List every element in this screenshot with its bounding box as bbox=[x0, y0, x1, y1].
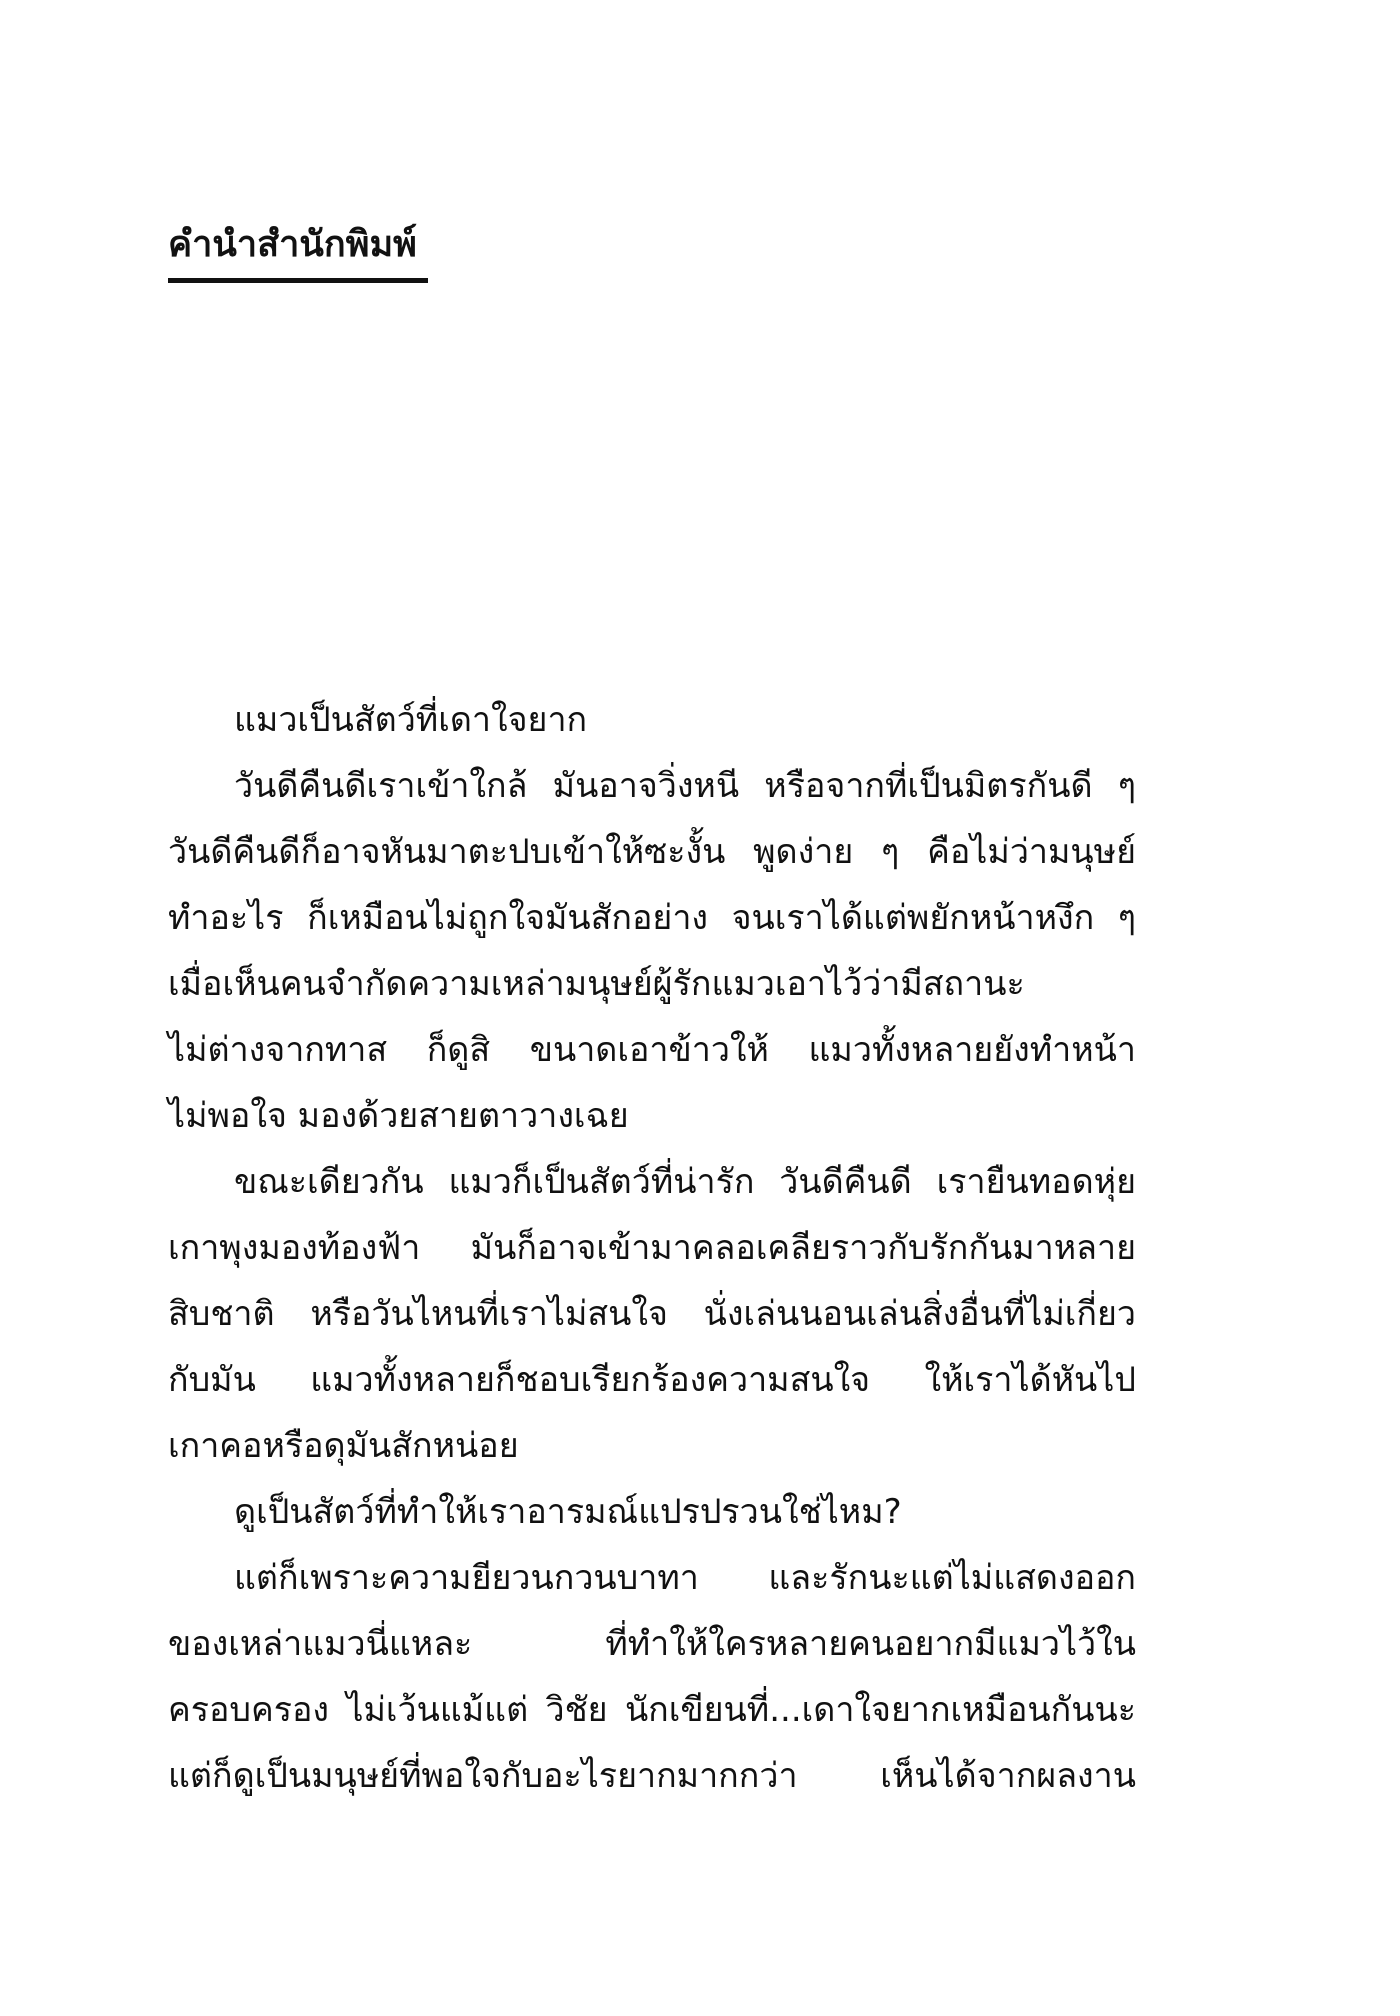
text-line: แต่ก็ดูเป็นมนุษย์ที่พอใจกับอะไรยากมากกว่า เห็นได้จากผลงาน bbox=[168, 1756, 1136, 1796]
text-line: วันดีคืนดีเราเข้าใกล้ มันอาจวิ่งหนี หรือจากที่เป็นมิตรกันดี ๆ bbox=[234, 766, 1136, 806]
text-line: เกาคอหรือดุมันสักหน่อย bbox=[168, 1426, 519, 1466]
text-line: เกาพุงมองท้องฟ้า มันก็อาจเข้ามาคลอเคลียราวกับรักกันมาหลาย bbox=[168, 1228, 1136, 1268]
text-line: ขณะเดียวกัน แมวก็เป็นสัตว์ที่น่ารัก วันดีคืนดี เรายืนทอดหุ่ย bbox=[234, 1162, 1136, 1202]
text-line: ทำอะไร ก็เหมือนไม่ถูกใจมันสักอย่าง จนเราได้แต่พยักหน้าหงึก ๆ bbox=[168, 898, 1136, 938]
text-line: ไม่พอใจ มองด้วยสายตาวางเฉย bbox=[168, 1096, 629, 1136]
page-title: คำนำสำนักพิมพ์ bbox=[168, 224, 417, 265]
text-line: แมวเป็นสัตว์ที่เดาใจยาก bbox=[234, 700, 588, 740]
text-line: ดูเป็นสัตว์ที่ทำให้เราอารมณ์แปรปรวนใช่ไหม? bbox=[234, 1492, 902, 1532]
text-line: ครอบครอง ไม่เว้นแม้แต่ วิชัย นักเขียนที่...เดาใจยากเหมือนกันนะ bbox=[168, 1690, 1136, 1730]
text-line: เมื่อเห็นคนจำกัดความเหล่ามนุษย์ผู้รักแมวเอาไว้ว่ามีสถานะ bbox=[168, 964, 1025, 1004]
text-line: แต่ก็เพราะความยียวนกวนบาทา และรักนะแต่ไม่แสดงออก bbox=[234, 1558, 1136, 1598]
text-line: ของเหล่าแมวนี่แหละ ที่ทำให้ใครหลายคนอยากมีแมวไว้ใน bbox=[168, 1624, 1136, 1664]
text-line: สิบชาติ หรือวันไหนที่เราไม่สนใจ นั่งเล่นนอนเล่นสิ่งอื่นที่ไม่เกี่ยว bbox=[168, 1294, 1136, 1334]
text-line: วันดีคืนดีก็อาจหันมาตะปบเข้าให้ซะงั้น พูดง่าย ๆ คือไม่ว่ามนุษย์ bbox=[168, 832, 1136, 872]
title-underline bbox=[168, 278, 428, 283]
text-line: ไม่ต่างจากทาส ก็ดูสิ ขนาดเอาข้าวให้ แมวทั้งหลายยังทำหน้า bbox=[168, 1030, 1136, 1070]
text-line: กับมัน แมวทั้งหลายก็ชอบเรียกร้องความสนใจ ให้เราได้หันไป bbox=[168, 1360, 1136, 1400]
